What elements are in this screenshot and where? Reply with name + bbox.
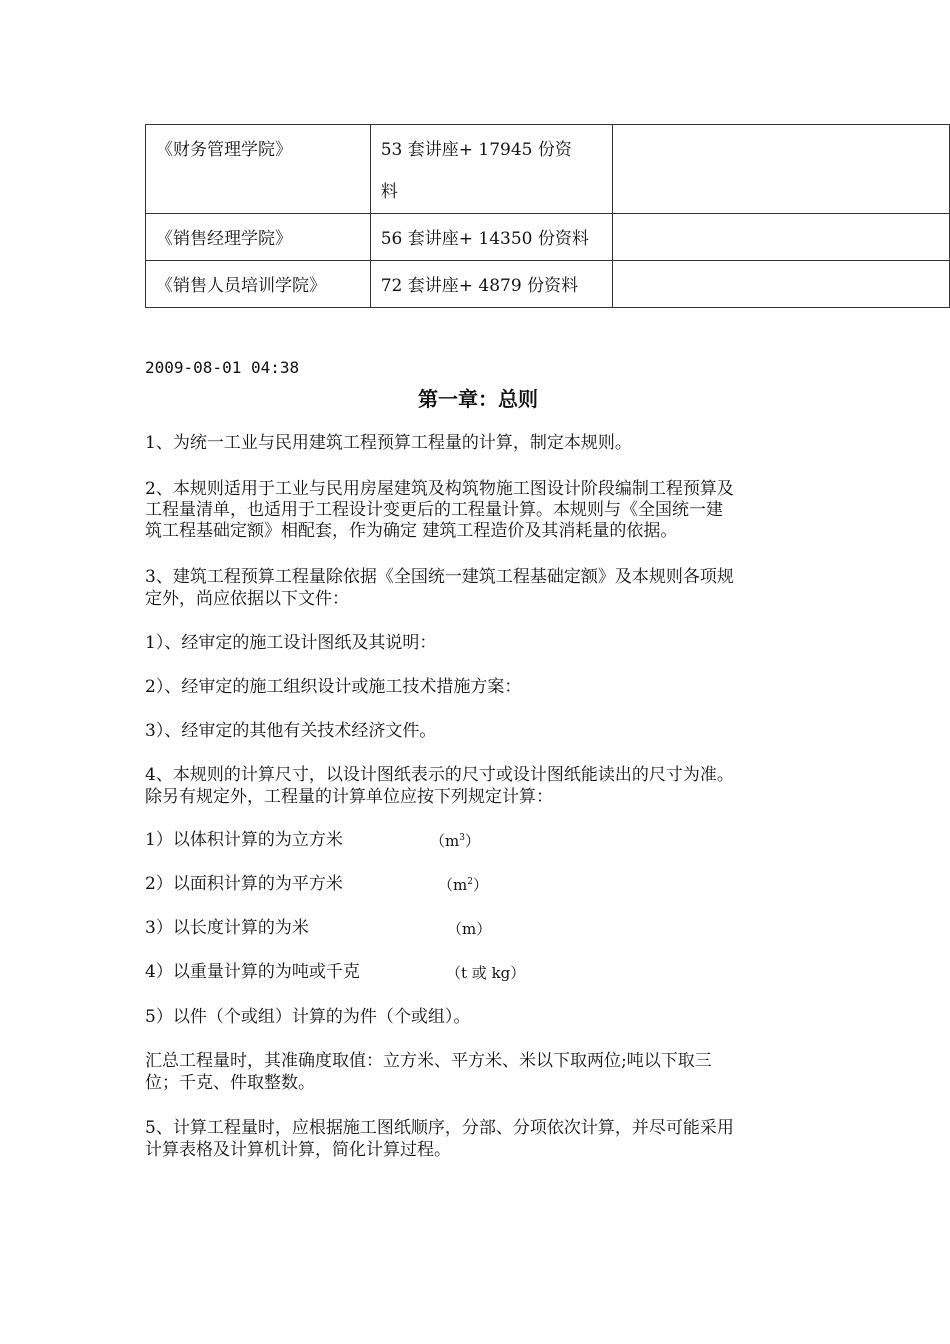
list-item: 2）、经审定的施工组织设计或施工技术措施方案： — [145, 677, 522, 697]
post-timestamp: 2009-08-01 04:38 — [145, 358, 300, 377]
course-name: 《销售经理学院》 — [156, 229, 292, 249]
list-item: 1）、经审定的施工设计图纸及其说明： — [145, 633, 437, 653]
course-content: 72 套讲座+ 4879 份资料 — [380, 276, 579, 296]
unit-item-area: 2）以面积计算的为平方米 — [145, 874, 343, 894]
unit-item-weight: 4）以重量计算的为吨或千克 — [145, 962, 360, 982]
paragraph-1: 1、为统一工业与民用建筑工程预算工程量的计算，制定本规则。 — [145, 433, 632, 453]
resource-table — [145, 124, 950, 308]
unit-item-piece: 5）以件（个或组）计算的为件（个或组）。 — [145, 1007, 471, 1027]
unit-item-volume: 1）以体积计算的为立方米 — [145, 830, 343, 850]
course-note — [613, 214, 950, 261]
unit-item-length: 3）以长度计算的为米 — [145, 918, 309, 938]
chapter-title: 第一章：总则 — [418, 387, 538, 411]
course-name: 《销售人员培训学院》 — [156, 276, 326, 296]
course-note — [613, 261, 950, 308]
table-row — [146, 125, 950, 214]
table-row — [146, 214, 950, 261]
table-row — [146, 261, 950, 308]
course-note — [613, 125, 950, 214]
unit-weight: （t 或 kg） — [446, 964, 526, 982]
unit-length: （m） — [447, 920, 492, 938]
unit-area: $(m^2)$ — [438, 876, 488, 894]
list-item: 3）、经审定的其他有关技术经济文件。 — [145, 721, 437, 741]
course-name: 《财务管理学院》 — [156, 140, 292, 160]
course-content: 53 套讲座+ 17945 份资 料 — [380, 140, 572, 202]
unit-volume: $(m^3)$ — [430, 832, 480, 850]
course-content: 56 套讲座+ 14350 份资料 — [380, 229, 589, 249]
